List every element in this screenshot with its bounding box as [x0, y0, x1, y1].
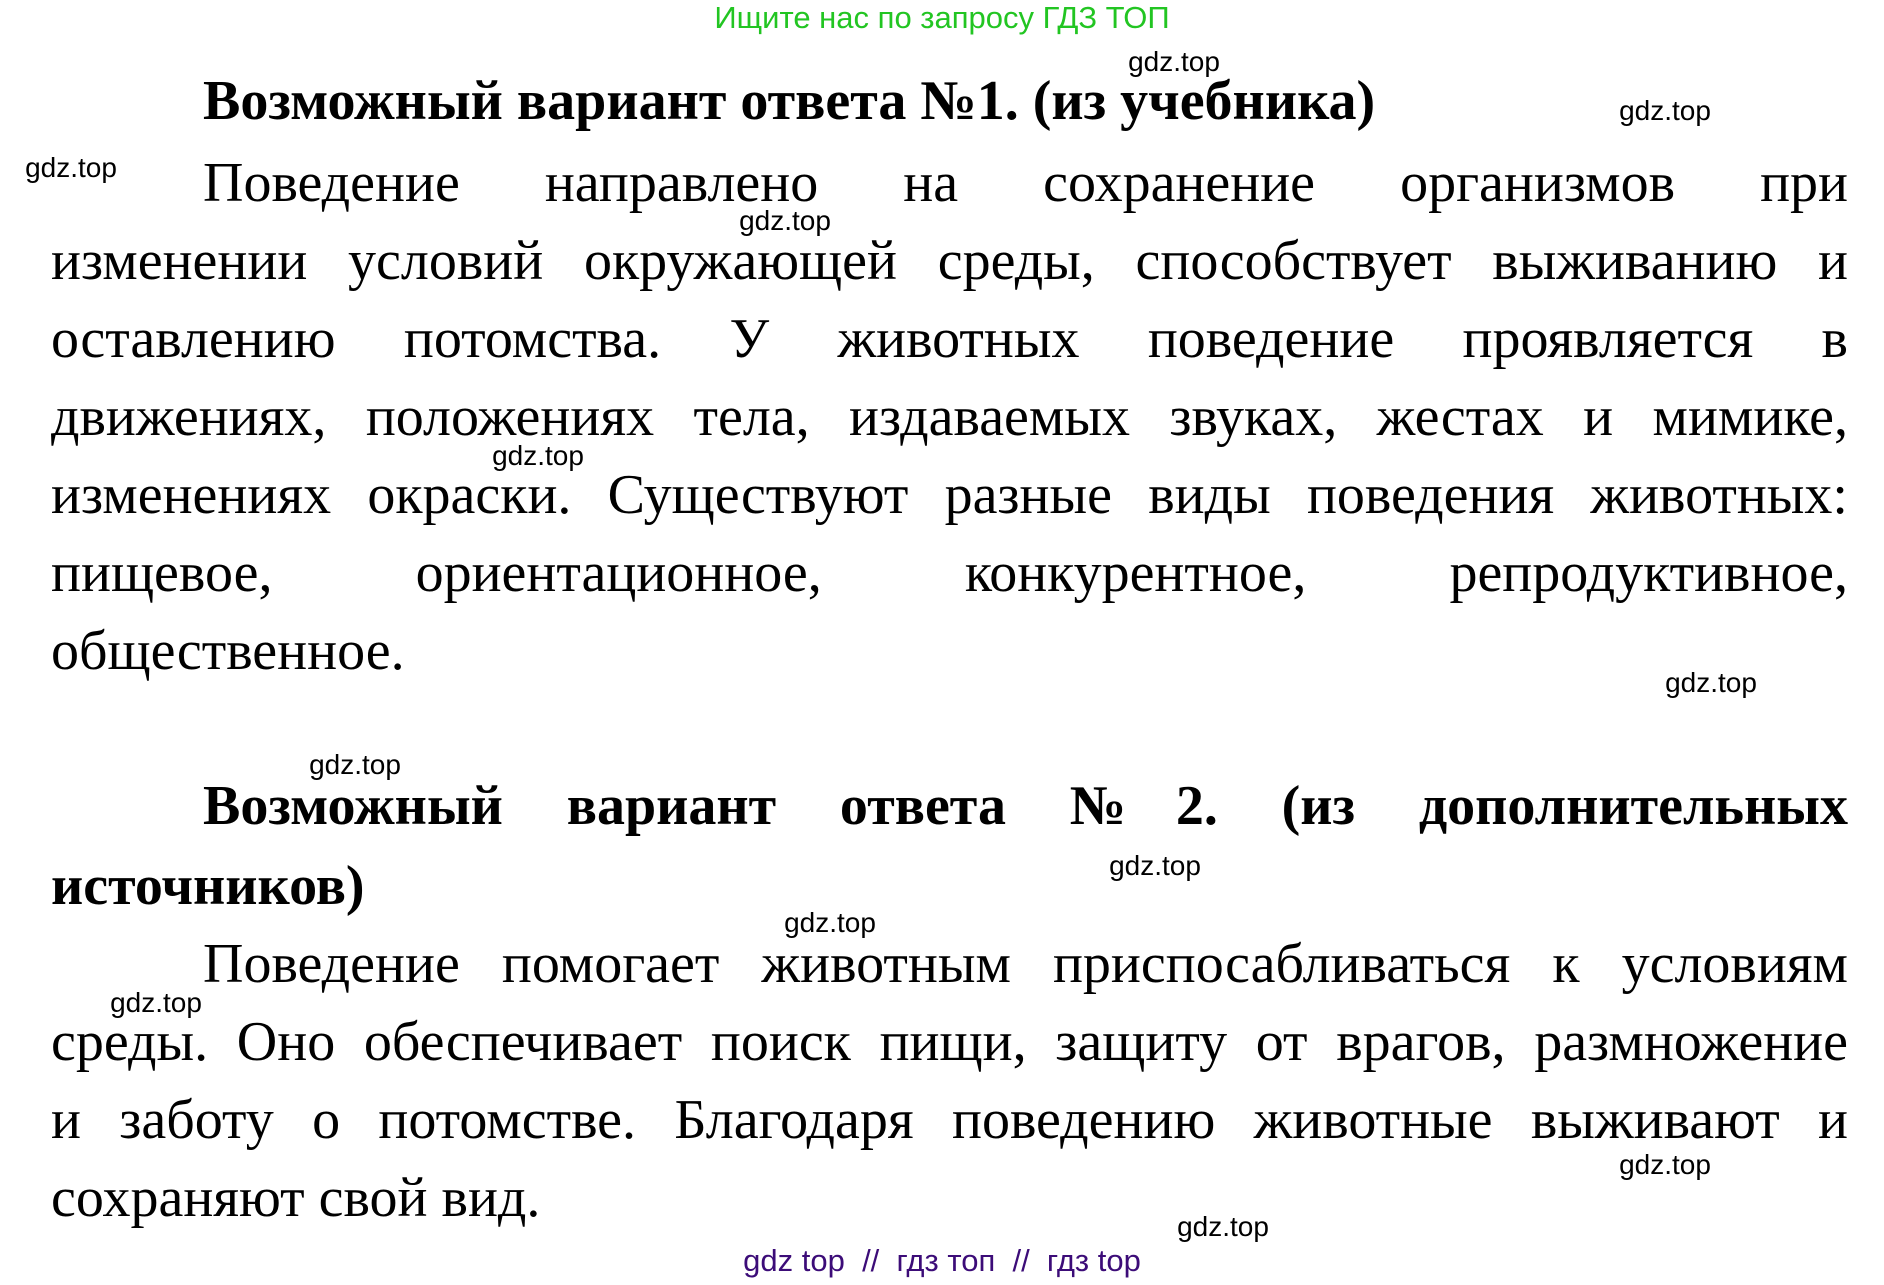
watermark: gdz.top [1128, 46, 1220, 77]
watermark: gdz.top [110, 987, 202, 1018]
footer-links[interactable]: gdz top // гдз топ // гдз top [743, 1243, 1141, 1278]
answer1-line: изменении условий окружающей среды, способствует выживанию и [51, 230, 1848, 292]
watermark: gdz.top [1109, 850, 1201, 881]
answer1-line: движениях, положениях тела, издаваемых звуках, жестах и мимике, [51, 386, 1848, 448]
watermark: gdz.top [1619, 95, 1711, 126]
watermark: gdz.top [25, 152, 117, 183]
answer1-line: общественное. [51, 620, 405, 682]
answer1-line: изменениях окраски. Существуют разные виды поведения животных: [51, 464, 1848, 526]
watermark: gdz.top [1619, 1149, 1711, 1180]
watermark: gdz.top [1177, 1211, 1269, 1242]
watermark: gdz.top [1665, 667, 1757, 698]
watermark: gdz.top [492, 440, 584, 471]
answer1-line: пищевое, ориентационное, конкурентное, репродуктивное, [51, 542, 1848, 604]
answer2-line: сохраняют свой вид. [51, 1167, 541, 1229]
watermark: gdz.top [309, 749, 401, 780]
answer2-line: Поведение помогает животным приспосабливаться к условиям [203, 933, 1848, 995]
answer2-line: среды. Оно обеспечивает поиск пищи, защиту от врагов, размножение [51, 1011, 1848, 1073]
watermark: gdz.top [739, 205, 831, 236]
watermark: gdz.top [784, 907, 876, 938]
answer2-heading: источников) [51, 855, 365, 917]
answer1-line: оставлению потомства. У животных поведение проявляется в [51, 308, 1848, 370]
answer2-heading: Возможный вариант ответа №2. (из дополнительных [203, 775, 1848, 837]
answer1-line: Поведение направлено на сохранение организмов при [203, 152, 1848, 214]
answer1-heading: Возможный вариант ответа №1. (из учебника) [203, 70, 1376, 132]
search-banner: Ищите нас по запросу ГДЗ ТОП [714, 0, 1170, 35]
answer2-line: и заботу о потомстве. Благодаря поведению животные выживают и [51, 1089, 1848, 1151]
